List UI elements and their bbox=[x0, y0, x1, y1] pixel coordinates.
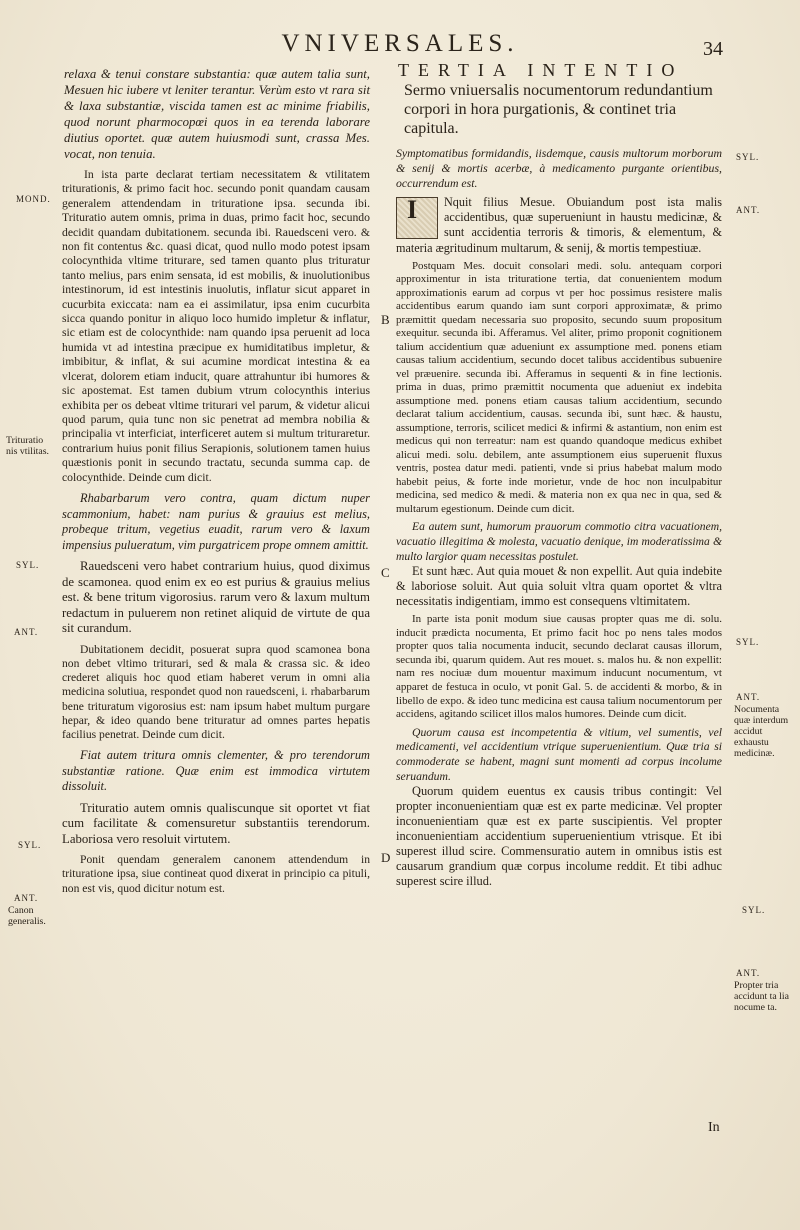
margin-label-ant-r1: ANT. bbox=[736, 205, 761, 215]
right-para-1 bbox=[396, 146, 722, 191]
section-heading bbox=[398, 60, 738, 138]
folio-number: 34 bbox=[703, 38, 723, 60]
right-column bbox=[396, 146, 722, 889]
margin-label-syl-1: SYL. bbox=[16, 560, 40, 570]
margin-label-syl-r1: SYL. bbox=[736, 152, 760, 162]
left-para-2: In ista parte declarat tertiam necessitatem & vtilitatem triturationis, & primo facit hoc. secundo ponit quandam causam generalem attendendam in trituratione ipsa. secunda ibi. Trituratio autem omnis, prima in duas, primo facit hoc, secundo decidit quandam dubitationem. secunda ibi. Rauedsceni vero. & non fit contentus &c. quasi dicat, quod nullo modo potest ipsam colocynthida vltime triturare, sed tamen quanto plus trituratur tanto melius, pars enim sensata, id est mobilis, & inuolutionibus intestinorum, id est intestinis inuolutis, inflatur sicut apparet in cucurbita exiccata: nam ea ei assimilatur, ipsa enim cucurbita sicca quando ponitur in aliquo loco humido impletur & inflatur, sic etiam est de colocynthide: nam quando ipsa peruenit ad loca humida vt ad intestina præcipue ex humiditatibus impletur, & imbibitur, & inflat, & sui acumine mordicat intestina & ea vlcerat, dolorem etiam inducit, quare attrahuntur ibi humores & sic apostemat. Est tamen dubium vtrum colocynthis interius exhibita per os debeat vltime triturari vel parum, & videtur alicui quod parum, quia tunc non sic penetrat ad membra nobilia & principalia vt interficiat, interficeret autem si multum trituraretur. contrarium huius ponit filius Serapionis, solutionem tamen huius quæstionis ponit in secundo tractatu, secunda summa cap. de colocynthide. Deinde cum dicit. bbox=[62, 168, 370, 484]
dropcap-letter: I bbox=[407, 195, 418, 224]
left-para-5: Dubitationem decidit, posuerat supra quod scamonea bona non debet vltimo triturari, sed & mala & crassa sic. & ideo crederet aliquis hoc quod etiam haberet verum in omni alia medicina solutiua, respondet quod non rauedsceni, i. rhabarbarum bene trituratum vigorosius est: nam ipsum habet multum purgare hepar, & ideo quando bene trituratur ad omnes partes hepatis facilius penetrat. Deinde cum dicit. bbox=[62, 642, 370, 742]
margin-label-ant-r2: ANT. bbox=[736, 692, 761, 702]
right-para-7: Quorum causa est incompetentia & vitium, vel sumentis, vel medicamenti, vel accidentium vtrique superuenientium. Quæ tria si commoderate se habent, magni sunt momenti ad corpus incolume seruandum. bbox=[396, 725, 722, 783]
right-para-4: Ea autem sunt, humorum prauorum commotio citra vacuationem, vacuatio illegitima & molesta, vacuatio denique, im moderatissima & multo largior quam necessitas postulet. bbox=[396, 520, 722, 563]
margin-note-nocumenta: Nocumenta quæ interdum accidut exhaustu medicinæ. bbox=[734, 704, 789, 759]
margin-label-ant-2: ANT. bbox=[14, 893, 39, 903]
right-para-2 bbox=[396, 195, 722, 256]
section-marker-d: D bbox=[381, 850, 391, 865]
margin-label-syl-r2: SYL. bbox=[736, 637, 760, 647]
margin-label-trituratio: Trituratio nis vtilitas. bbox=[6, 435, 50, 457]
left-para-8: Ponit quendam generalem canonem attendendum in trituratione ipsa, siue contineat quod dixerat in principio ca pituli, non est vis, quod dicitur notum est. bbox=[62, 853, 370, 895]
running-head: VNIVERSALES. bbox=[281, 30, 519, 57]
margin-label-ant-r3: ANT. bbox=[736, 968, 761, 978]
left-para-1: relaxa & tenui constare substantia: quæ autem talia sunt, Mesuen hic iubere vt leniter terantur. Verùm esto vt rara sit & laxa substantiæ, viscida tamen est ac minime friabilis, quod norunt pharmocopœi quos in ea terenda laborare diutius oportet. quæ autem huiusmodi sunt, crassa Mes. vocat, non tenuia. bbox=[64, 67, 370, 161]
catchword: In bbox=[708, 1120, 720, 1135]
right-para-1-text: Symptomatibus formidandis, iisdemque, causis multorum morborum & senij & mortis acerbæ, à medicamento purgante orientibus, occurrendum est. bbox=[396, 146, 722, 190]
margin-label-ant-1: ANT. bbox=[14, 627, 39, 637]
left-para-4: Rauedsceni vero habet contrarium huius, quod diximus de scamonea. quod enim ex eo est purius & grauius melius est. & bene tritum vigorosius. rarum vero & laxum multum redactum in puluerem non retinet aliquid de virtute de qua sit curandum. bbox=[62, 559, 370, 636]
margin-label-canon: Canon generalis. bbox=[8, 905, 46, 927]
margin-label-mond: MOND. bbox=[16, 194, 51, 204]
left-para-7: Trituratio autem omnis qualiscunque sit oportet vt fiat cum facilitate & comensuretur substantiis terendorum. Laboriosa vero resoluit virtutem. bbox=[62, 800, 370, 846]
heading-subtitle: Sermo vniuersalis nocumentorum redundantium corpori in hora purgationis, & continet tria capitula. bbox=[404, 82, 713, 137]
margin-note-propter-tria: Propter tria accidunt ta lia nocume ta. bbox=[734, 980, 789, 1013]
right-para-3: Postquam Mes. docuit consolari medi. solu. antequam corpori approximentur in ista trituratione tertia, dat conuenientem modum approximationis earum ad corpus vt per hoc possimus resistere malis accidentibus earum quando iam sunt corpori approximatæ, & primo præmittit quedam necessaria suo proposito, secundo suum propositum exequitur. secunda ibi. Afferamus. Vel aliter, primo proponit cognitionem talium accidentium quæ adueniunt ex assumptione med. ponens etiam causas talium accidentium, secundo docet talibus accidentibus subuenire vel præuenire. secunda ibi. Afferamus in sequenti & in fine lectionis. prima in duas, primo præmittit nocumenta que adueniut ex indebita assumptione med. ponens etiam causas talium accidentium, secundo declarat talium accidentium, causas. secunda ibi, sunt hæc. & haustu, assumptione, terroris, scilicet medici & infirmi & astantium, non enim est medicus qui non terreatur: nam est quando quandoque medicus exhibet alicui medi. solu. debilem, ante assumptionem eius superuenit fluxus ventris, postea datur medi. patienti, vnde si prius habebat malum modo habebit peius, & forte inde morietur, vnde de hoc non inculpabitur medicina, sed medico & medi. & materia non ex qua nec in qua, sed & multarum egestionum. Deinde cum dicit. bbox=[396, 259, 722, 515]
right-para-5: Et sunt hæc. Aut quia mouet & non expellit. Aut quia indebite & laboriose soluit. Aut quia soluit vltra quam oportet & vltra necessitatis indigentiam, immo est consequens vltimitatem. bbox=[396, 564, 722, 609]
heading-tertia-intentio: TERTIA INTENTIO bbox=[398, 60, 684, 80]
margin-label-syl-2: SYL. bbox=[18, 840, 42, 850]
left-column bbox=[62, 66, 370, 896]
section-marker-c: C bbox=[381, 565, 390, 580]
right-para-8: Quorum quidem euentus ex causis tribus contingit: Vel propter inconuenientiam quæ est ex parte medicinæ. Vel propter inconuenientiam quæ est ex parte suscipientis. Vel propter inconuenientiam accidentium superuenientium vtrisque. Et ibi superest illud scire. Commensuratio autem in omnibus istis est causarum grandium quæ corpus incolume reddit. Et tibi adhuc superest scire illud. bbox=[396, 784, 722, 889]
margin-label-syl-r3: SYL. bbox=[742, 905, 766, 915]
right-para-2-text: Nquit filius Mesue. Obuiandum post ista malis accidentibus, quæ superueniunt in haustu medicinæ, & sunt accidentia terroris & timoris, & elementum, & materia ægritudinum multarum, & senij, & mortis tempestiuæ. bbox=[396, 195, 722, 255]
dropcap-ornament bbox=[396, 197, 438, 239]
right-para-6: In parte ista ponit modum siue causas propter quas me di. solu. inducit prædicta nocumenta, Et primo facit hoc po nens tales modos propter quos talia nocumenta inducit, secundo declarat causas illorum, secunda ibi, quarum quidem. Aut res mouet. s. malos hu. & non expellit: nam res nociuæ dum mouentur maximum inducunt nocumentum, vt apparet de festuca in oculo, vt ponit Gal. 5. de accidenti & morbo, & in libello de expo. & ideo tunc medicina est causa talium nocumentorum per accidens, agitando scilicet illos malos humores. Deinde cum dicit. bbox=[396, 613, 722, 721]
section-marker-b: B bbox=[381, 312, 390, 327]
left-para-3: Rhabarbarum vero contra, quam dictum nuper scammonium, habet: nam purius & grauius est melius, probeque tritum, vegetius euadit, rarum vero & laxum impensius pulueratum, vim purgatricem prope omnem amittit. bbox=[62, 490, 370, 552]
left-para-6: Fiat autem tritura omnis clementer, & pro terendorum substantiæ ratione. Quæ enim est immodica virtutem dissoluit. bbox=[62, 748, 370, 794]
